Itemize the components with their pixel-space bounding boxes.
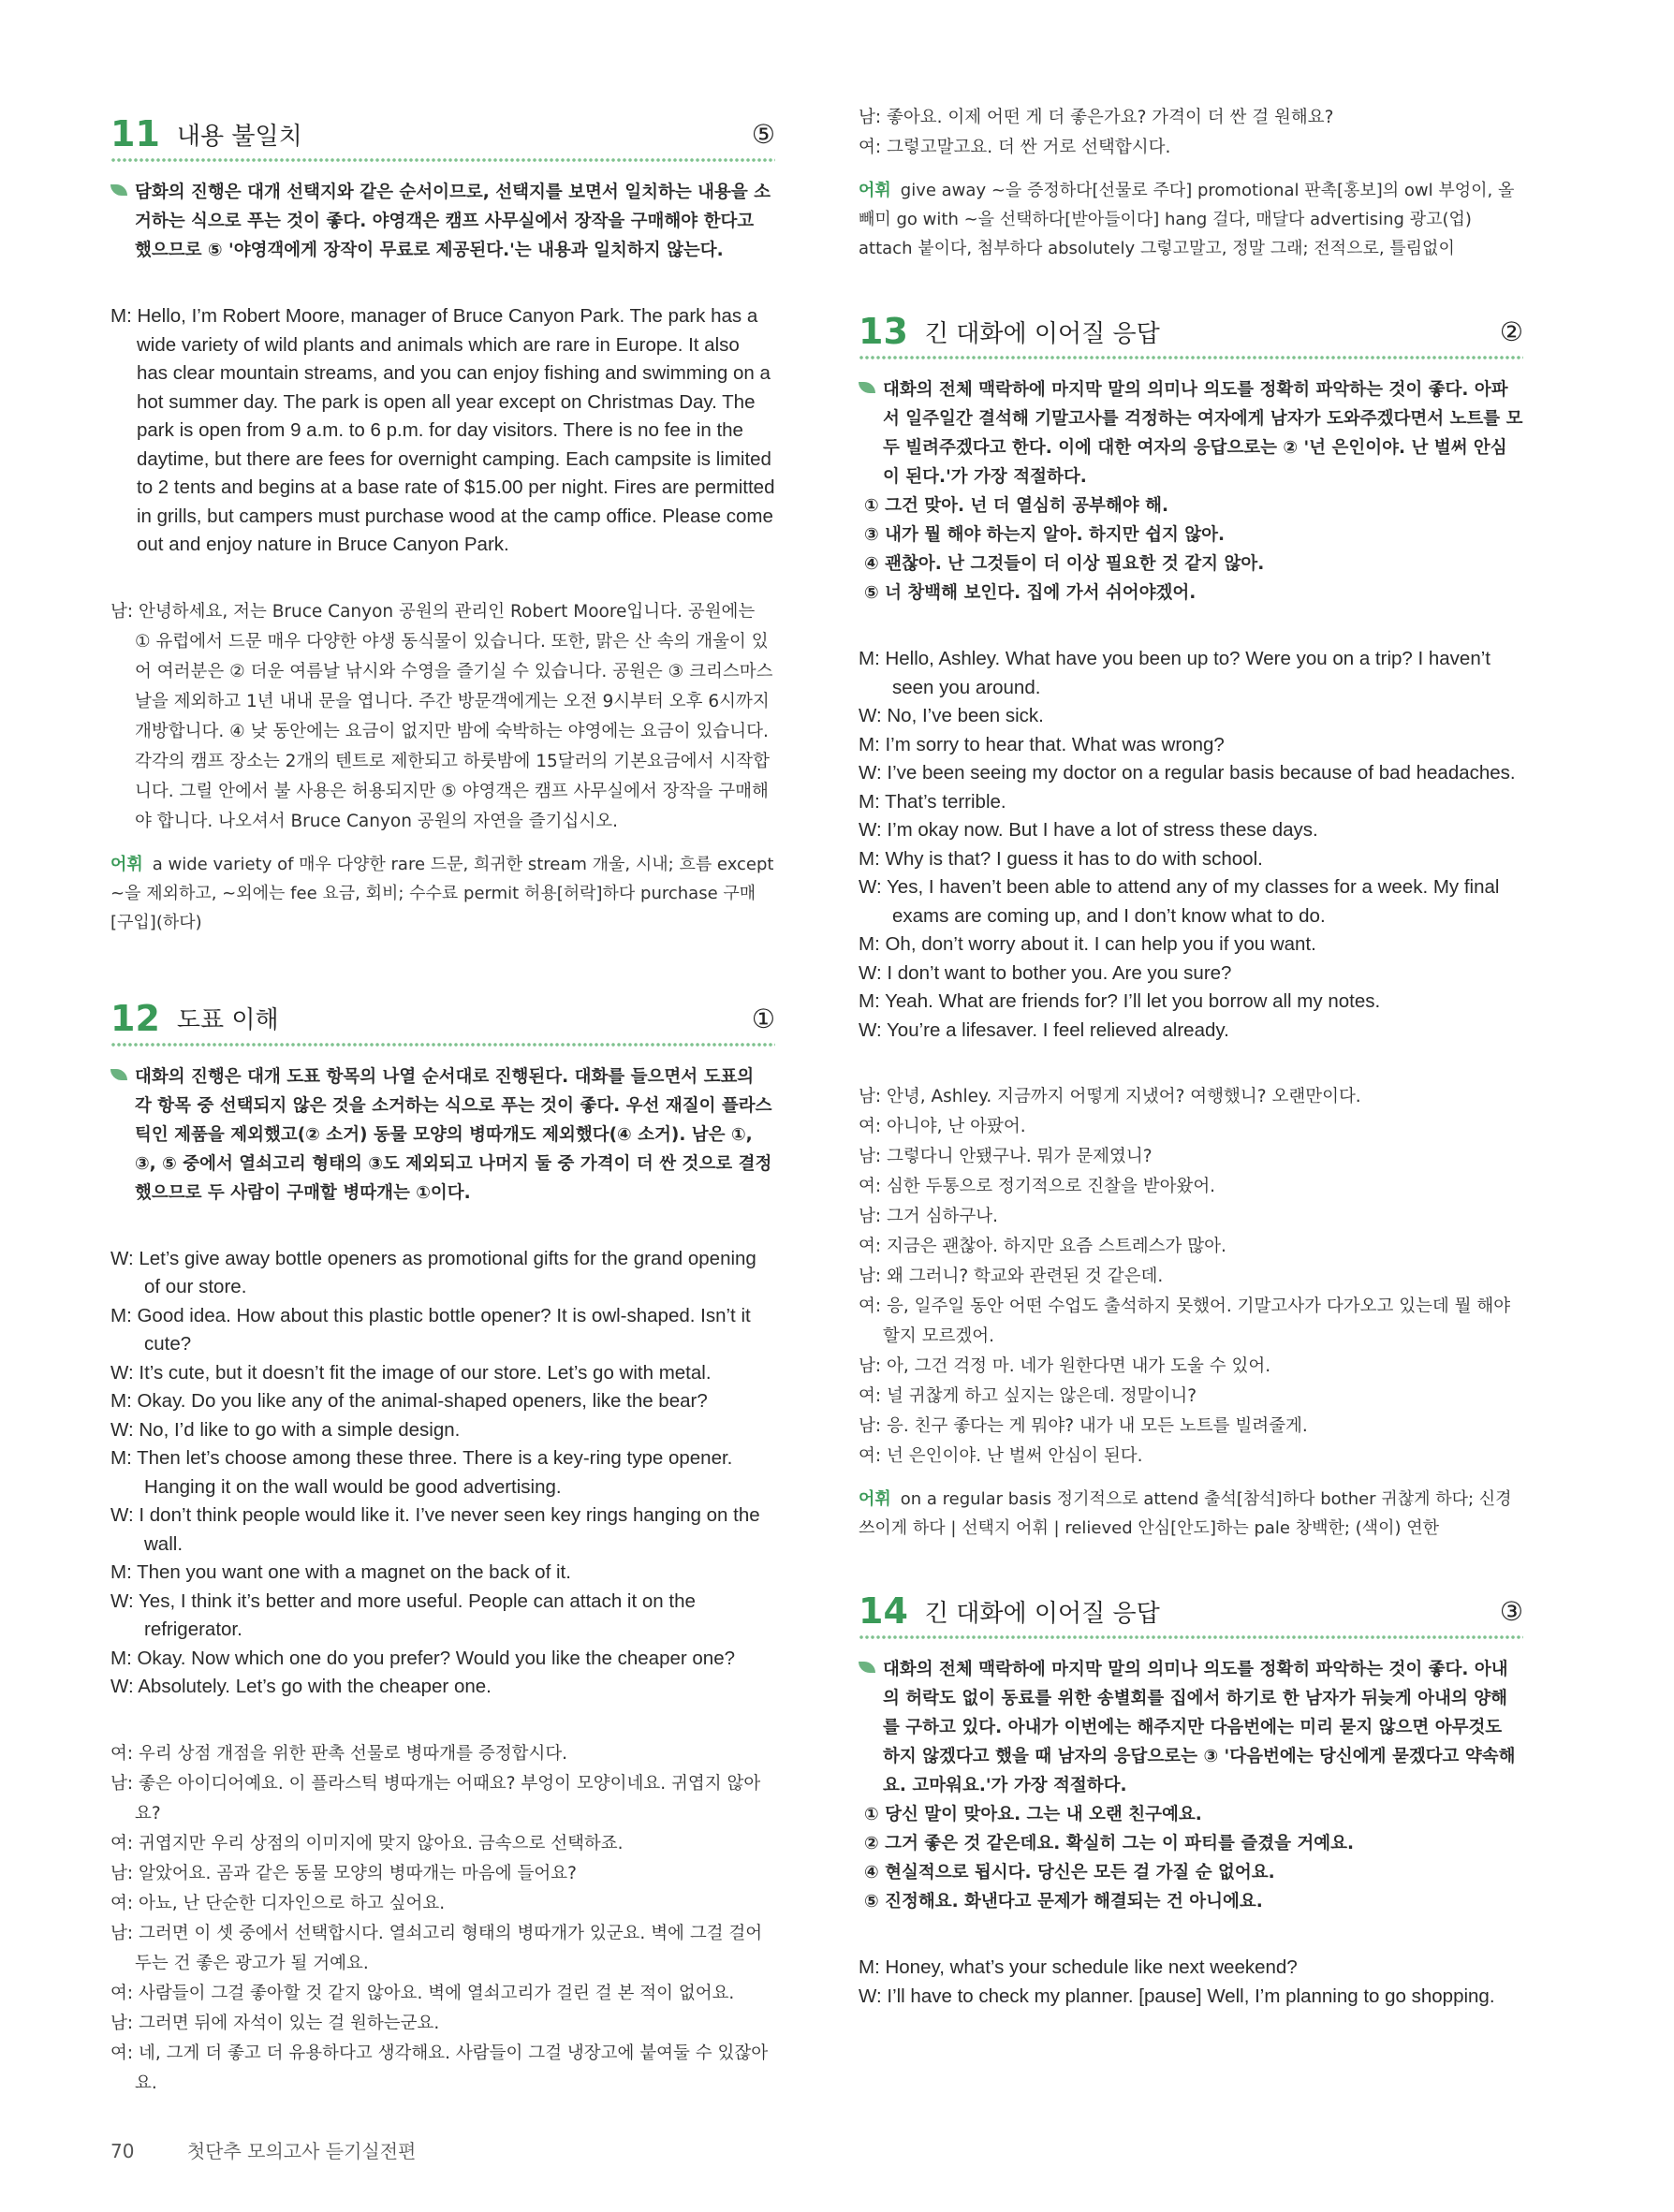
vocabulary [110,850,775,937]
right-column [859,103,1523,2011]
dialogue [859,1954,1523,2011]
korean-translation [859,1082,1523,1472]
translation-line: 여: 응, 일주일 동안 어떤 수업도 출석하지 못했어. 기말고사가 다가오고 있는데 뭘 해야 할지 모르겠어. [859,1296,1511,1346]
option-item: ④ 괜찮아. 난 그것들이 더 이상 필요한 것 같지 않아. [864,554,1265,574]
wavy-divider [859,1634,1523,1640]
translation-line: 여: 네, 그게 더 좋고 더 유용하다고 생각해요. 사람들이 그걸 냉장고에 붙여둘 수 있잖아요. [110,2043,769,2093]
vocab-text: give away ~을 증정하다[선물로 주다] promotional 판촉[홍보]의 owl 부엉이, 올빼미 go with ~을 선택하다[받아들이다] hang 걸다, 매달다 advertising 광고(업) attach 붙이다, 첨부하다 absolutely 그렇고말고, 정말 그래; 전적으로, 틀림없이 [859,181,1515,258]
korean-translation-continued [859,103,1523,163]
translation-line: 남: 안녕, Ashley. 지금까지 어떻게 지냈어? 여행했니? 오랜만이다. [859,1087,1361,1106]
answer-mark: ③ [1499,1596,1523,1627]
translation-line: 여: 심한 두통으로 정기적으로 진찰을 받아왔어. [859,1177,1216,1196]
dialogue-line: W: Absolutely. Let’s go with the cheaper one. [110,1676,492,1697]
option-item: ⑤ 너 창백해 보인다. 집에 가서 쉬어야겠어. [864,583,1197,603]
left-column [110,103,775,2099]
vocab-label: 어휘 [110,854,143,874]
dialogue-line: W: I don’t think people would like it. I’ve never seen key rings hanging on the wall. [110,1504,760,1555]
option-item: ⑤ 진정해요. 화낸다고 문제가 해결되는 건 아니에요. [864,1892,1263,1912]
explanation-text: 담화의 진행은 대개 선택지와 같은 순서이므로, 선택지를 보면서 일치하는 내용을 소거하는 식으로 푸는 것이 좋다. 야영객은 캠프 사무실에서 장작을 구매해야 한다고 했으므로 ⑤ '야영객에게 장작이 무료로 제공된다.'는 내용과 일치하지 않는다. [135,183,771,260]
translation-line: 남: 그거 심하구나. [859,1207,998,1226]
translation-line: 남: 그렇다니 안됐구나. 뭐가 문제였니? [859,1147,1153,1166]
explanation-text: 대화의 전체 맥락하에 마지막 말의 의미나 의도를 정확히 파악하는 것이 좋다. 아파서 일주일간 결석해 기말고사를 걱정하는 여자에게 남자가 도와주겠다면서 노트를 모두 빌려주겠다고 한다. 이에 대한 여자의 응답으로는 ② '넌 은인이야. 난 벌써 안심이 된다.'가 가장 적절하다. [883,380,1523,487]
vocab-label: 어휘 [859,181,891,200]
dialogue-line: M: Good idea. How about this plastic bottle opener? It is owl-shaped. Isn’t it cute? [110,1304,751,1355]
dialogue-line: M: Why is that? I guess it has to do with school. [859,847,1263,870]
option-item: ① 당신 말이 맞아요. 그는 내 오랜 친구예요. [864,1805,1202,1824]
dialogue-line: W: You’re a lifesaver. I feel relieved already. [859,1018,1229,1041]
translation-line: 남: 알았어요. 곰과 같은 동물 모양의 병따개는 마음에 들어요? [110,1863,577,1883]
section-title: 긴 대화에 이어질 응답 [924,1599,1160,1628]
dialogue-line: M: Then let’s choose among these three. There is a key-ring type opener. Hanging it on the wall would be good advertising. [110,1447,733,1498]
translation-line: 남: 아, 그건 걱정 마. 네가 원한다면 내가 도울 수 있어. [859,1356,1271,1376]
explanation [110,178,775,265]
translation-line: 남: 좋은 아이디어예요. 이 플라스틱 병따개는 어때요? 부엉이 모양이네요. 귀엽지 않아요? [110,1773,761,1824]
leaf-icon [110,184,127,196]
dialogue-line: W: I’ll have to check my planner. [pause] Well, I’m planning to go shopping. [859,1985,1495,2007]
dialogue-line: M: Okay. Do you like any of the animal-shaped openers, like the bear? [110,1390,708,1412]
dialogue-line: M: Then you want one with a magnet on the back of it. [110,1561,571,1583]
dialogue-line: W: I’ve been seeing my doctor on a regular basis because of bad headaches. [859,762,1516,784]
dialogue-line: M: Honey, what’s your schedule like next weekend? [859,1956,1298,1978]
leaf-icon [859,1662,875,1673]
dialogue-line: M: Okay. Now which one do you prefer? Would you like the cheaper one? [110,1647,736,1669]
explanation [859,1655,1523,1800]
section-title: 도표 이해 [176,1006,279,1035]
dialogue [110,302,775,560]
dialogue-line: W: Yes, I haven’t been able to attend any of my classes for a week. My final exams are coming up, and I don’t know what to do. [859,876,1500,927]
translation-line: 남: 좋아요. 이제 어떤 게 더 좋은가요? 가격이 더 싼 걸 원해요? [859,108,1334,127]
leaf-icon [110,1069,127,1080]
vocab-label: 어휘 [859,1489,891,1509]
dialogue-line: M: That’s terrible. [859,790,1006,813]
option-item: ③ 내가 뭘 해야 하는지 알아. 하지만 쉽지 않아. [864,525,1226,545]
vocab-text: a wide variety of 매우 다양한 rare 드문, 희귀한 stream 개울, 시내; 흐름 except ~을 제외하고, ~외에는 fee 요금, 회비; 수수료 permit 허용[허락]하다 purchase 구매[구입](하다) [110,854,774,932]
dialogue [110,1245,775,1702]
translation-line: 여: 넌 은인이야. 난 벌써 안심이 된다. [859,1446,1143,1466]
section-title: 긴 대화에 이어질 응답 [924,319,1160,348]
explanation [110,1062,775,1208]
dialogue-line: W: I’m okay now. But I have a lot of stress these days. [859,819,1318,841]
korean-translation [110,1739,775,2099]
explanation-text: 대화의 진행은 대개 도표 항목의 나열 순서대로 진행된다. 대화를 들으면서 도표의 각 항목 중 선택되지 않은 것을 소거하는 식으로 푸는 것이 좋다. 우선 재질이 플라스틱인 제품을 제외했고(② 소거) 동물 모양의 병따개도 제외했다(④ 소거). 남은 ①, ③, ⑤ 중에서 열쇠고리 형태의 ③도 제외되고 나머지 둘 중 가격이 더 싼 것으로 결정했으므로 두 사람이 구매할 병따개는 ①이다. [135,1066,772,1203]
translation-line: 여: 사람들이 그걸 좋아할 것 같지 않아요. 벽에 열쇠고리가 걸린 걸 본 적이 없어요. [110,1983,735,2003]
dialogue-line: W: I don’t want to bother you. Are you sure? [859,961,1232,984]
section-number: 11 [110,113,160,154]
option-item: ① 그건 맞아. 넌 더 열심히 공부해야 해. [864,496,1168,516]
translation-line: 남: 안녕하세요, 저는 Bruce Canyon 공원의 관리인 Robert Moore입니다. 공원에는 ① 유럽에서 드문 매우 다양한 야생 동식물이 있습니다. 또한, 맑은 산 속의 개울이 있어 여러분은 ② 더운 여름날 낚시와 수영을 즐기실 수 있습니다. 공원은 ③ 크리스마스날을 제외하고 1년 내내 문을 엽니다. 주간 방문객에게는 오전 9시부터 오후 6시까지 개방합니다. ④ 낮 동안에는 요금이 없지만 밤에 숙박하는 야영에는 요금이 있습니다. 각각의 캠프 장소는 2개의 텐트로 제한되고 하룻밤에 15달러의 기본요금에서 시작합니다. 그릴 안에서 불 사용은 허용되지만 ⑤ 야영객은 캠프 사무실에서 장작을 구매해야 합니다. 나오셔서 Bruce Canyon 공원의 자연을 즐기십시오. [110,601,773,831]
dialogue [859,645,1523,1045]
vocab-text: on a regular basis 정기적으로 attend 출석[참석]하다 bother 귀찮게 하다; 신경 쓰이게 하다 | 선택지 어휘 | relieved 안심[안도]하는 pale 창백한; (색이) 연한 [859,1489,1512,1538]
translation-line: 여: 우리 상점 개점을 위한 판촉 선물로 병따개를 증정합시다. [110,1743,568,1764]
section-13-header [859,300,1523,352]
section-number: 12 [110,997,160,1039]
section-14-header [859,1580,1523,1632]
translation-line: 남: 왜 그러니? 학교와 관련된 것 같은데. [859,1267,1164,1286]
translation-line: 여: 지금은 괜찮아. 하지만 요즘 스트레스가 많아. [859,1237,1226,1256]
answer-mark: ① [751,1003,775,1034]
dialogue-line: M: Oh, don’t worry about it. I can help you if you want. [859,933,1316,955]
dialogue-line: W: Let’s give away bottle openers as promotional gifts for the grand opening of our store. [110,1247,756,1297]
answer-mark: ② [1499,316,1523,347]
option-item: ④ 현실적으로 됩시다. 당신은 모든 걸 가질 순 없어요. [864,1863,1275,1882]
translation-line: 여: 널 귀찮게 하고 싶지는 않은데. 정말이니? [859,1386,1197,1406]
wavy-divider [110,1042,775,1047]
page-footer [110,2136,416,2163]
vocabulary [859,1485,1523,1543]
translation-line: 남: 그러면 이 셋 중에서 선택합시다. 열쇠고리 형태의 병따개가 있군요. 벽에 그걸 걸어 두는 건 좋은 광고가 될 거예요. [110,1923,763,1973]
translation-line: 여: 아니야, 난 아팠어. [859,1117,1026,1136]
section-11-header [110,103,775,152]
option-item: ② 그거 좋은 것 같은데요. 확실히 그는 이 파티를 즐겼을 거예요. [864,1834,1355,1853]
wavy-divider [110,157,775,163]
translation-line: 여: 아뇨, 난 단순한 디자인으로 하고 싶어요. [110,1893,446,1913]
translation-line: 여: 그렇고말고요. 더 싼 거로 선택합시다. [859,138,1171,157]
translation-line: 남: 그러면 뒤에 자석이 있는 걸 원하는군요. [110,2013,440,2033]
leaf-icon [859,382,875,393]
translation-line: 남: 응. 친구 좋다는 게 뭐야? 내가 내 모든 노트를 빌려줄게. [859,1416,1308,1436]
korean-translation [110,597,775,837]
wavy-divider [859,355,1523,360]
explanation-text: 대화의 전체 맥락하에 마지막 말의 의미나 의도를 정확히 파악하는 것이 좋다. 아내의 허락도 없이 동료를 위한 송별회를 집에서 하기로 한 남자가 뒤늦게 아내의 양해를 구하고 있다. 아내가 이번에는 해주지만 다음번에는 미리 묻지 않으면 아무것도 하지 않겠다고 했을 때 남자의 응답으로는 ③ '다음번에는 당신에게 묻겠다고 약속해요. 고마워요.'가 가장 적절하다. [883,1660,1516,1795]
section-number: 13 [859,311,908,352]
section-12-header [110,988,775,1039]
dialogue-line: W: It’s cute, but it doesn’t fit the image of our store. Let’s go with metal. [110,1361,712,1384]
option-list [859,1800,1523,1916]
dialogue-line: M: I’m sorry to hear that. What was wrong? [859,733,1225,755]
vocabulary [859,176,1523,263]
option-list [859,491,1523,608]
dialogue-line: M: Hello, Ashley. What have you been up to? Were you on a trip? I haven’t seen you around. [859,648,1490,698]
dialogue-line: W: No, I’ve been sick. [859,705,1044,726]
translation-line: 여: 귀엽지만 우리 상점의 이미지에 맞지 않아요. 금속으로 선택하죠. [110,1833,624,1853]
answer-mark: ⑤ [751,119,775,150]
page-number: 70 [110,2140,135,2162]
dialogue-line: M: Hello, I’m Robert Moore, manager of Bruce Canyon Park. The park has a wide variety of wild plants and animals which are rare in Europe. It also has clear mountain streams, and you can enjoy fishing and swimming on a hot summer day. The park is open all year except on Christmas Day. The park is open from 9 a.m. to 6 p.m. for day visitors. There is no fee in the daytime, but there are fees for overnight camping. Each campsite is limited to 2 tents and begins at a base rate of $15.00 per night. Fires are permitted in grills, but campers must purchase wood at the camp office. Please come out and enjoy nature in Bruce Canyon Park. [110,305,775,555]
dialogue-line: W: Yes, I think it’s better and more useful. People can attach it on the refrigerator. [110,1589,696,1640]
dialogue-line: W: No, I’d like to go with a simple design. [110,1418,461,1441]
section-number: 14 [859,1590,908,1632]
section-title: 내용 불일치 [176,122,302,151]
explanation [859,375,1523,491]
dialogue-line: M: Yeah. What are friends for? I’ll let you borrow all my notes. [859,990,1381,1012]
book-title: 첫단추 모의고사 듣기실전편 [186,2140,417,2162]
